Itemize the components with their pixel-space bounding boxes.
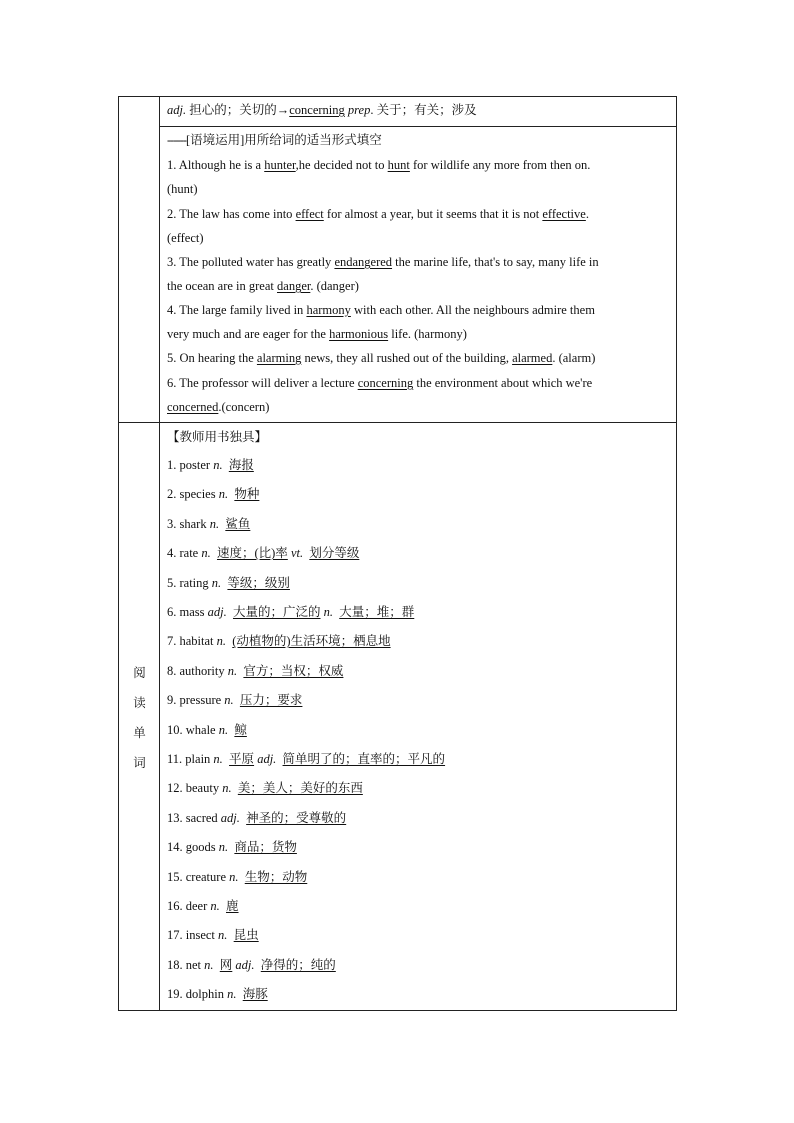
vocab-meaning: 商品；货物 bbox=[234, 840, 297, 854]
vocab-meaning: 鲸 bbox=[234, 723, 247, 737]
vocab-meaning: 海豚 bbox=[242, 987, 268, 1001]
vocab-item bbox=[167, 898, 239, 914]
vocab-number: 11. bbox=[167, 752, 183, 766]
part-of-speech: n. bbox=[224, 693, 234, 707]
exercise-text: very much and are eager for the bbox=[167, 327, 330, 341]
answer-word: endangered bbox=[334, 255, 393, 269]
exercise-item-line bbox=[167, 278, 359, 294]
exercise-item-line bbox=[167, 375, 592, 391]
part-of-speech: n. bbox=[227, 664, 238, 678]
vocab-word: insect bbox=[185, 928, 215, 942]
vocab-number: 7. bbox=[167, 634, 177, 648]
vocab-item bbox=[167, 545, 359, 561]
exercise-text: ,he decided not to bbox=[295, 158, 388, 172]
part-of-speech: adj. bbox=[235, 958, 255, 972]
exercise-item-line bbox=[167, 254, 599, 270]
vocab-word: net bbox=[185, 958, 202, 972]
part-of-speech: prep bbox=[347, 103, 371, 117]
vocab-number: 15. bbox=[167, 870, 183, 884]
exercise-text: the ocean are in great bbox=[167, 279, 278, 293]
word-meaning: . 关于；有关；涉及 bbox=[370, 103, 477, 117]
vocab-word: beauty bbox=[185, 781, 220, 795]
vocab-word: plain bbox=[185, 752, 211, 766]
answer-word: harmonious bbox=[329, 327, 389, 341]
part-of-speech: n. bbox=[229, 870, 239, 884]
teacher-note: 【教师用书独具】 bbox=[167, 430, 268, 444]
vocab-number: 4. bbox=[167, 546, 177, 560]
part-of-speech: n. bbox=[213, 752, 223, 766]
part-of-speech: n. bbox=[218, 723, 229, 737]
vocab-word: habitat bbox=[179, 634, 214, 648]
vocab-item bbox=[167, 986, 268, 1002]
part-of-speech: n. bbox=[222, 781, 232, 795]
vocab-meaning: 压力；要求 bbox=[239, 693, 303, 707]
vocab-meaning: 简单明了的；直率的；平凡的 bbox=[282, 752, 446, 766]
exercise-heading: ------[语境运用]用所给词的适当形式填空 bbox=[167, 133, 382, 147]
vocab-meaning: (动植物的)生活环境；栖息地 bbox=[232, 634, 391, 648]
exercise-item-line bbox=[167, 399, 269, 415]
part-of-speech: n. bbox=[213, 458, 223, 472]
vocab-meaning: 生物；动物 bbox=[244, 870, 308, 884]
vocab-item bbox=[167, 839, 297, 855]
exercise-text: 5. On hearing the bbox=[167, 351, 257, 365]
vocab-item bbox=[167, 663, 343, 679]
exercise-text: . bbox=[585, 207, 589, 221]
word-meaning: 担心的；关切的→ bbox=[189, 103, 290, 117]
vocab-item bbox=[167, 575, 290, 591]
exercise-text: . (alarm) bbox=[552, 351, 596, 365]
answer-word: alarmed bbox=[512, 351, 553, 365]
exercise-text: 3. The polluted water has greatly bbox=[167, 255, 335, 269]
exercise-text: with each other. All the neighbours admire them bbox=[350, 303, 595, 317]
answer-word: danger bbox=[277, 279, 311, 293]
part-of-speech: n. bbox=[211, 576, 222, 590]
row-divider bbox=[160, 126, 676, 127]
answer-word: hunt bbox=[387, 158, 410, 172]
exercise-text: for almost a year, but it seems that it is not bbox=[323, 207, 543, 221]
vocab-word: dolphin bbox=[185, 987, 224, 1001]
exercise-text: .(concern) bbox=[218, 400, 270, 414]
exercise-text: . (danger) bbox=[310, 279, 359, 293]
exercise-text: news, they all rushed out of the building, bbox=[301, 351, 513, 365]
exercise-text: life. (harmony) bbox=[388, 327, 467, 341]
answer-word: effect bbox=[295, 207, 324, 221]
vocab-meaning: 海报 bbox=[228, 458, 254, 472]
vocab-meaning: 鲨鱼 bbox=[225, 517, 251, 531]
vocab-item bbox=[167, 516, 250, 532]
side-label-char: 读 bbox=[133, 696, 146, 710]
part-of-speech: n. bbox=[323, 605, 333, 619]
vocab-word: shark bbox=[179, 517, 207, 531]
exercise-text: (hunt) bbox=[167, 182, 198, 196]
part-of-speech: adj. bbox=[220, 811, 240, 825]
vocab-word: rating bbox=[179, 576, 209, 590]
answer-word: alarming bbox=[256, 351, 302, 365]
answer-word: harmony bbox=[306, 303, 351, 317]
vocab-item bbox=[167, 692, 302, 708]
part-of-speech: n. bbox=[227, 987, 237, 1001]
part-of-speech: n. bbox=[218, 840, 229, 854]
part-of-speech: adj. bbox=[167, 103, 187, 117]
vocab-meaning: 大量的；广泛的 bbox=[232, 605, 321, 619]
part-of-speech: adj. bbox=[257, 752, 277, 766]
exercise-item-line bbox=[167, 206, 589, 222]
vocab-number: 5. bbox=[167, 576, 177, 590]
answer-word: concerning bbox=[357, 376, 414, 390]
vocab-number: 1. bbox=[167, 458, 177, 472]
exercise-item-line bbox=[167, 230, 204, 246]
exercise-text: for wildlife any more from then on. bbox=[409, 158, 591, 172]
vocab-number: 16. bbox=[167, 899, 183, 913]
exercise-text: 2. The law has come into bbox=[167, 207, 296, 221]
derived-word: concerning bbox=[289, 103, 345, 117]
vocab-meaning: 神圣的；受尊敬的 bbox=[246, 811, 347, 825]
exercise-item-line bbox=[167, 350, 595, 366]
vocab-word: whale bbox=[185, 723, 216, 737]
exercise-text: the environment about which we're bbox=[413, 376, 593, 390]
vocab-word: rate bbox=[179, 546, 199, 560]
exercise-text: 1. Although he is a bbox=[167, 158, 265, 172]
vocab-number: 19. bbox=[167, 987, 183, 1001]
part-of-speech: n. bbox=[218, 487, 229, 501]
vocab-meaning: 平原 bbox=[229, 752, 255, 766]
vocab-number: 12. bbox=[167, 781, 183, 795]
answer-word: effective bbox=[542, 207, 586, 221]
vocab-meaning: 大量；堆；群 bbox=[339, 605, 415, 619]
concerned-definition bbox=[167, 102, 477, 118]
vocab-meaning: 等级；级别 bbox=[227, 576, 290, 590]
vocab-number: 17. bbox=[167, 928, 183, 942]
vocab-number: 6. bbox=[167, 605, 177, 619]
vocab-item bbox=[167, 810, 346, 826]
vocab-item bbox=[167, 780, 363, 796]
vocab-item bbox=[167, 633, 391, 649]
vocab-word: species bbox=[179, 487, 216, 501]
vocab-word: creature bbox=[185, 870, 226, 884]
exercise-item-line bbox=[167, 181, 198, 197]
part-of-speech: vt. bbox=[290, 546, 304, 560]
part-of-speech: n. bbox=[216, 634, 227, 648]
exercise-text: (effect) bbox=[167, 231, 204, 245]
side-label-char: 阅 bbox=[133, 666, 146, 680]
vocab-item bbox=[167, 751, 445, 767]
vocab-item bbox=[167, 722, 247, 738]
table-left-column bbox=[119, 97, 160, 1010]
vocab-number: 18. bbox=[167, 958, 183, 972]
vocab-word: authority bbox=[179, 664, 225, 678]
answer-word: concerned bbox=[167, 400, 219, 414]
vocab-number: 3. bbox=[167, 517, 177, 531]
part-of-speech: adj. bbox=[207, 605, 227, 619]
section-divider bbox=[119, 422, 676, 423]
vocab-word: pressure bbox=[179, 693, 222, 707]
exercise-text: 6. The professor will deliver a lecture bbox=[167, 376, 358, 390]
vocab-number: 14. bbox=[167, 840, 183, 854]
vocab-item bbox=[167, 604, 414, 620]
vocab-number: 13. bbox=[167, 811, 183, 825]
vocab-word: sacred bbox=[185, 811, 218, 825]
vocab-meaning: 划分等级 bbox=[309, 546, 360, 560]
vocab-meaning: 净得的；纯的 bbox=[260, 958, 336, 972]
vocab-number: 9. bbox=[167, 693, 177, 707]
vocabulary-table bbox=[118, 96, 677, 1011]
vocab-item bbox=[167, 869, 307, 885]
part-of-speech: n. bbox=[218, 928, 228, 942]
exercise-item-line bbox=[167, 157, 590, 173]
vocab-item bbox=[167, 486, 259, 502]
exercise-item-line bbox=[167, 302, 595, 318]
answer-word: hunter bbox=[264, 158, 296, 172]
part-of-speech: n. bbox=[201, 546, 211, 560]
side-label-char: 词 bbox=[133, 756, 146, 770]
part-of-speech: n. bbox=[210, 899, 220, 913]
vocab-word: mass bbox=[179, 605, 205, 619]
part-of-speech: n. bbox=[204, 958, 214, 972]
vocab-word: goods bbox=[185, 840, 216, 854]
vocab-item bbox=[167, 957, 336, 973]
vocab-meaning: 网 bbox=[219, 958, 233, 972]
vocab-word: deer bbox=[185, 899, 208, 913]
vocab-item bbox=[167, 457, 254, 473]
vocab-number: 10. bbox=[167, 723, 183, 737]
exercise-text: the marine life, that's to say, many life in bbox=[392, 255, 599, 269]
vocab-meaning: 官方；当权；权威 bbox=[243, 664, 344, 678]
exercise-item-line bbox=[167, 326, 467, 342]
vocab-number: 8. bbox=[167, 664, 177, 678]
vocab-item bbox=[167, 927, 259, 943]
vocab-number: 2. bbox=[167, 487, 177, 501]
vocab-meaning: 物种 bbox=[234, 487, 260, 501]
vocab-meaning: 速度；(比)率 bbox=[216, 546, 288, 560]
vocab-meaning: 鹿 bbox=[226, 899, 239, 913]
exercise-text: 4. The large family lived in bbox=[167, 303, 307, 317]
vocab-meaning: 美；美人；美好的东西 bbox=[237, 781, 363, 795]
side-label-char: 单 bbox=[133, 726, 146, 740]
vocab-word: poster bbox=[179, 458, 211, 472]
vocab-meaning: 昆虫 bbox=[233, 928, 259, 942]
part-of-speech: n. bbox=[209, 517, 220, 531]
